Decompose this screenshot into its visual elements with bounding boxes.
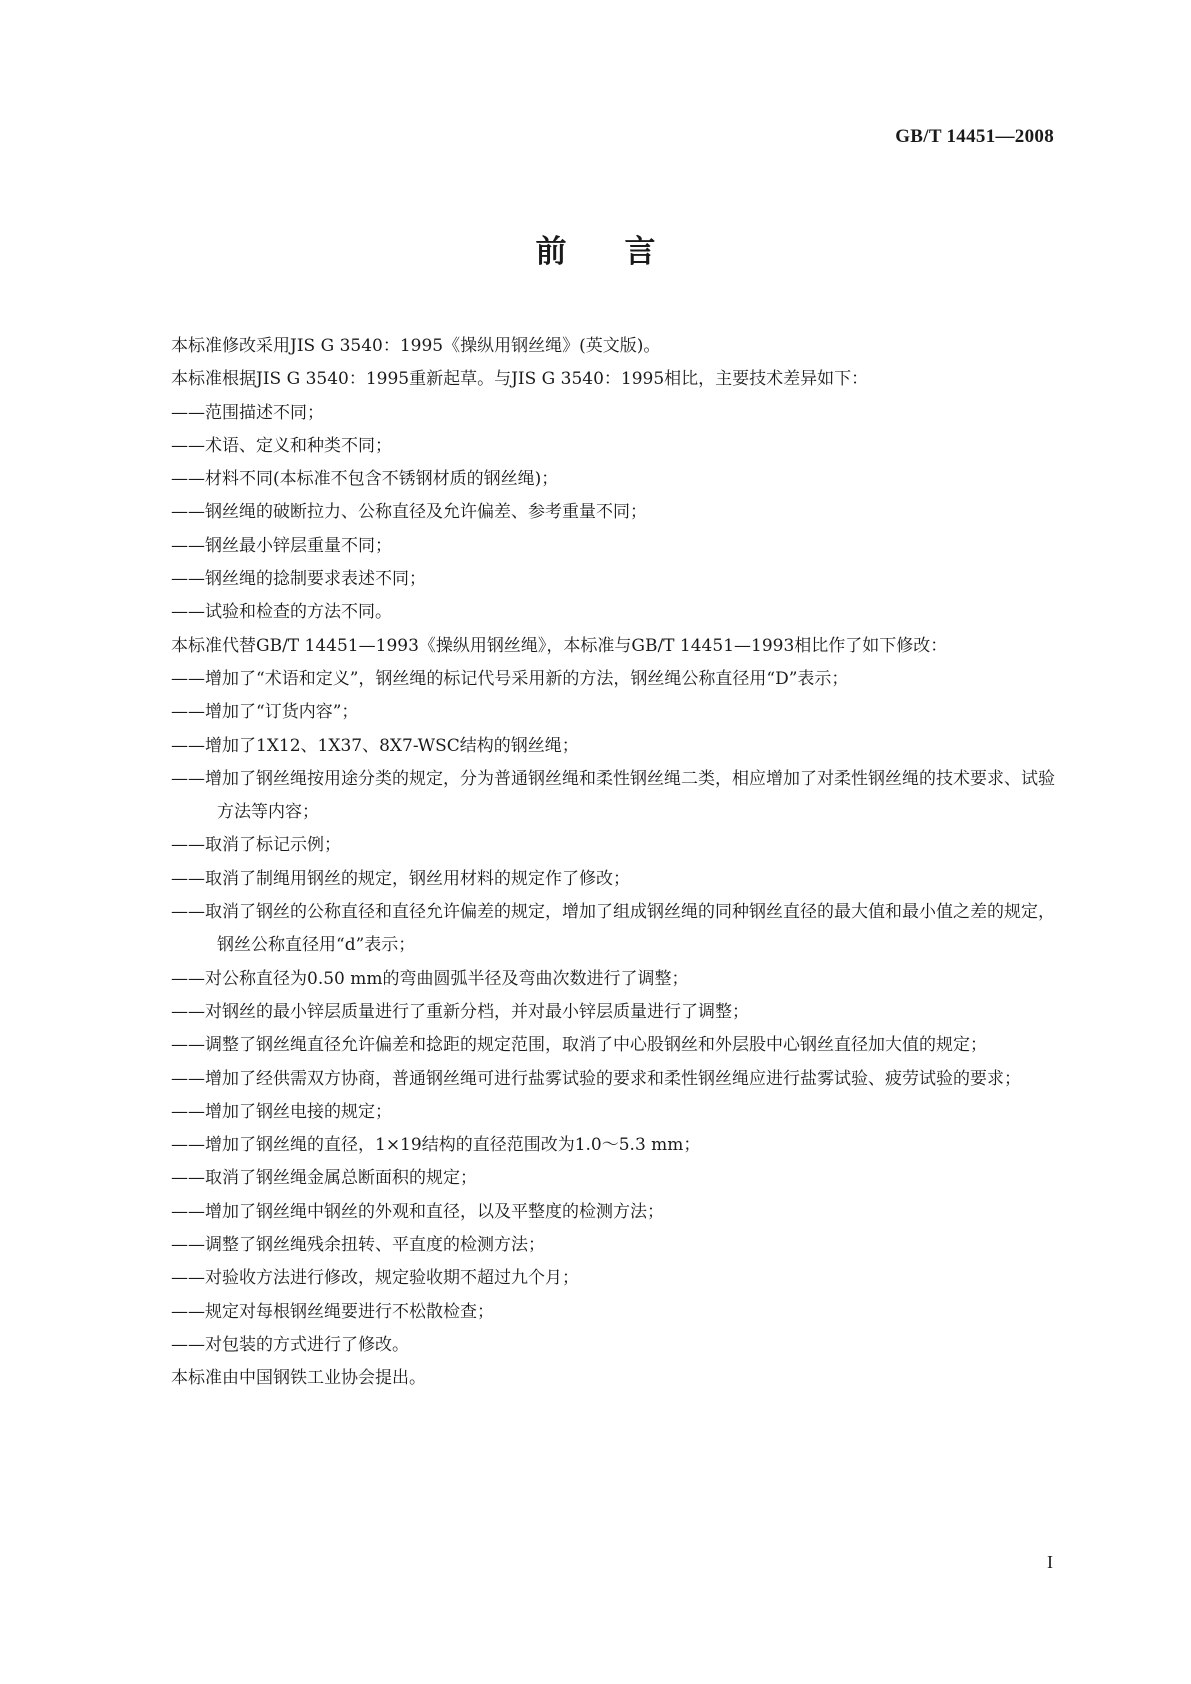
list-item: ——增加了钢丝绳按用途分类的规定，分为普通钢丝绳和柔性钢丝绳二类，相应增加了对柔性钢丝绳的技术要求、试验方法等内容； xyxy=(171,768,1055,823)
list-item: ——调整了钢丝绳直径允许偏差和捻距的规定范围，取消了中心股钢丝和外层股中心钢丝直径加大值的规定； xyxy=(171,1035,987,1056)
list-item: ——取消了标记示例； xyxy=(171,835,341,856)
list-item: ——术语、定义和种类不同； xyxy=(171,435,392,456)
list-item: ——增加了钢丝绳的直径，1×19结构的直径范围改为1.0～5.3 mm； xyxy=(171,1135,701,1156)
list-item: ——材料不同(本标准不包含不锈钢材质的钢丝绳)； xyxy=(171,469,559,490)
changes-list xyxy=(137,663,1055,1362)
list-item: ——对钢丝的最小锌层质量进行了重新分档，并对最小锌层质量进行了调整； xyxy=(171,1001,749,1022)
list-item: ——增加了1X12、1X37、8X7-WSC结构的钢丝绳； xyxy=(171,735,579,756)
list-item: ——取消了制绳用钢丝的规定，钢丝用材料的规定作了修改； xyxy=(171,868,630,889)
paragraph-proposer: 本标准由中国钢铁工业协会提出。 xyxy=(171,1368,426,1389)
document-body xyxy=(137,330,1055,1396)
list-item: ——增加了“订货内容”； xyxy=(171,702,359,723)
list-item: ——钢丝绳的捻制要求表述不同； xyxy=(171,569,426,590)
list-item: ——对验收方法进行修改，规定验收期不超过九个月； xyxy=(171,1268,579,1289)
list-item: ——范围描述不同； xyxy=(171,402,324,423)
list-item: ——增加了钢丝绳中钢丝的外观和直径，以及平整度的检测方法； xyxy=(171,1201,664,1222)
page-title: 前言 xyxy=(535,234,714,270)
paragraph-adoption: 本标准修改采用JIS G 3540：1995《操纵用钢丝绳》(英文版)。 xyxy=(171,336,661,356)
list-item: ——增加了钢丝电接的规定； xyxy=(171,1101,392,1122)
differences-list xyxy=(137,397,1055,630)
list-item: ——规定对每根钢丝绳要进行不松散检查； xyxy=(171,1301,494,1322)
paragraph-replacement: 本标准代替GB/T 14451—1993《操纵用钢丝绳》，本标准与GB/T 14451—1993相比作了如下修改： xyxy=(171,635,948,656)
list-item: ——调整了钢丝绳残余扭转、平直度的检测方法； xyxy=(171,1235,545,1256)
list-item: ——取消了钢丝绳金属总断面积的规定； xyxy=(171,1168,477,1189)
list-item: ——钢丝最小锌层重量不同； xyxy=(171,535,392,556)
page-number: I xyxy=(1047,1552,1053,1572)
list-item: ——钢丝绳的破断拉力、公称直径及允许偏差、参考重量不同； xyxy=(171,502,647,523)
list-item: ——增加了“术语和定义”，钢丝绳的标记代号采用新的方法，钢丝绳公称直径用“D”表示； xyxy=(171,668,849,689)
list-item: ——增加了经供需双方协商，普通钢丝绳可进行盐雾试验的要求和柔性钢丝绳应进行盐雾试验、疲劳试验的要求； xyxy=(171,1068,1021,1089)
paragraph-differences-intro: 本标准根据JIS G 3540：1995重新起草。与JIS G 3540：1995相比，主要技术差异如下： xyxy=(171,369,869,390)
list-item: ——取消了钢丝的公称直径和直径允许偏差的规定，增加了组成钢丝绳的同种钢丝直径的最大值和最小值之差的规定，钢丝公称直径用“d”表示； xyxy=(171,902,1055,956)
standard-code: GB/T 14451—2008 xyxy=(895,126,1054,147)
list-item: ——试验和检查的方法不同。 xyxy=(171,602,392,623)
list-item: ——对包装的方式进行了修改。 xyxy=(171,1334,409,1355)
list-item: ——对公称直径为0.50 mm的弯曲圆弧半径及弯曲次数进行了调整； xyxy=(171,968,689,989)
